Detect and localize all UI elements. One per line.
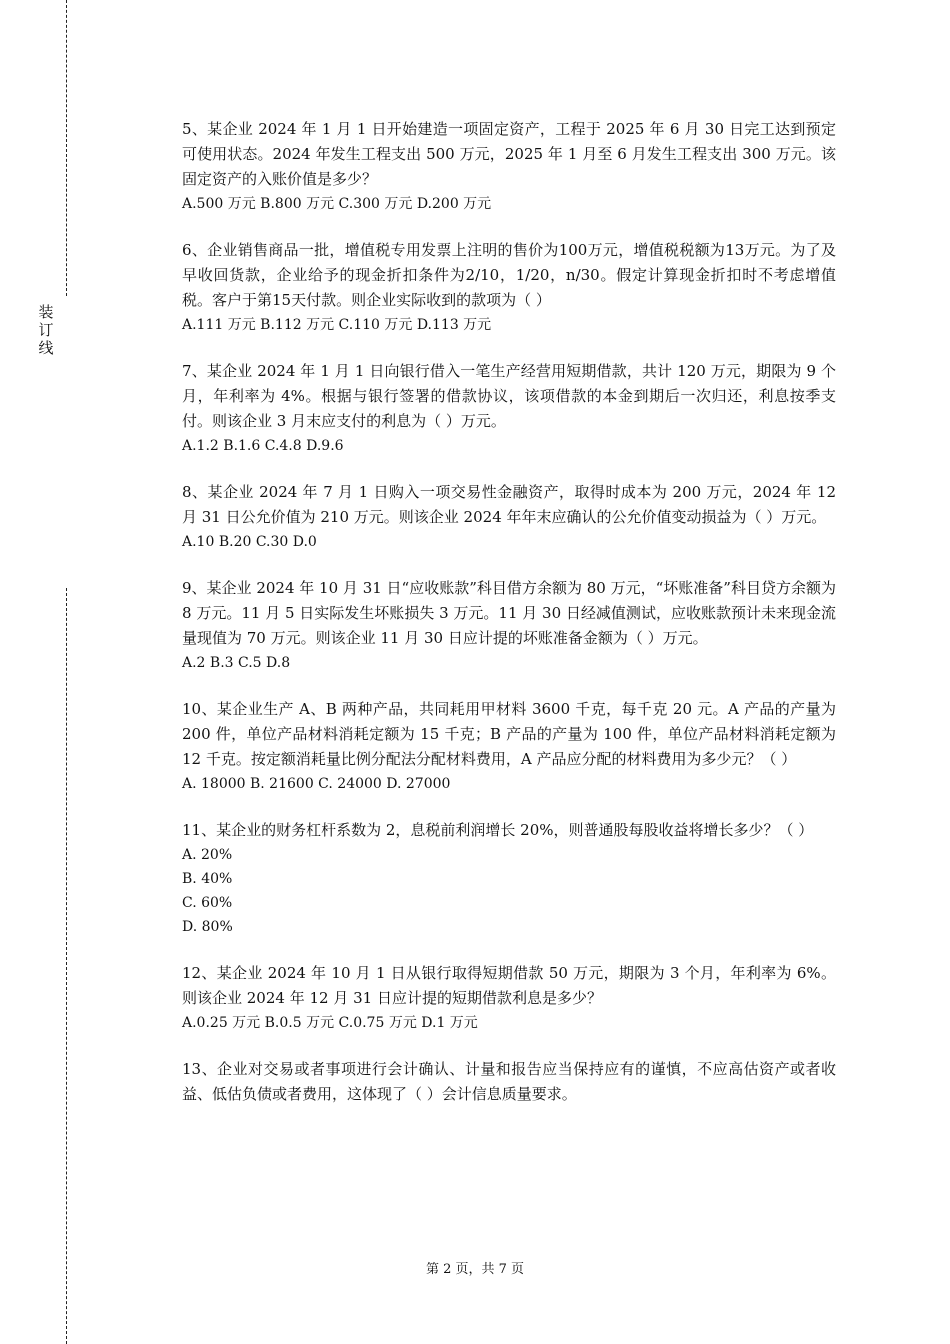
question-stem: 7、某企业 2024 年 1 月 1 日向银行借入一笔生产经营用短期借款，共计 120 万元，期限为 9 个月，年利率为 4%。根据与银行签署的借款协议，该项借款的本金到期后一次归还，利息按季支付。则该企业 3 月末应支付的利息为（ ）万元。 — [182, 362, 836, 430]
page-footer: 第 2 页，共 7 页 — [425, 1262, 525, 1277]
question-stem: 5、某企业 2024 年 1 月 1 日开始建造一项固定资产，工程于 2025 年 6 月 30 日完工达到预定可使用状态。2024 年发生工程支出 500 万元，2025 年 1 月至 6 月发生工程支出 300 万元。该固定资产的入账价值是多少？ — [182, 120, 836, 188]
question-options: A.10 B.20 C.30 D.0 — [182, 534, 317, 550]
question-12 — [182, 961, 836, 1035]
question-options — [182, 843, 836, 939]
question-5 — [182, 117, 836, 216]
option-a: A. 20% — [182, 847, 233, 863]
question-stem: 9、某企业 2024 年 10 月 31 日“应收账款”科目借方余额为 80 万元，“坏账准备”科目贷方余额为 8 万元。11 月 5 日实际发生坏账损失 3 万元。11 月 30 日经减值测试，应收账款预计未来现金流量现值为 70 万元。则该企业 11 月 30 日应计提的坏账准备金额为（ ）万元。 — [182, 579, 836, 647]
question-options: A.2 B.3 C.5 D.8 — [182, 655, 291, 671]
binding-char: 装 — [38, 303, 54, 321]
question-11 — [182, 818, 836, 939]
question-options: A. 18000 B. 21600 C. 24000 D. 27000 — [182, 776, 451, 792]
option-d: D. 80% — [182, 919, 233, 935]
question-stem: 10、某企业生产 A、B 两种产品，共同耗用甲材料 3600 千克，每千克 20 元。A 产品的产量为 200 件，单位产品材料消耗定额为 15 千克；B 产品的产量为 100 件，单位产品材料消耗定额为 12 千克。按定额消耗量比例分配法分配材料费用，A 产品应分配的材料费用为多少元？（ ） — [182, 700, 836, 768]
question-stem: 8、某企业 2024 年 7 月 1 日购入一项交易性金融资产，取得时成本为 200 万元，2024 年 12 月 31 日公允价值为 210 万元。则该企业 2024 年年末应确认的公允价值变动损益为（ ）万元。 — [182, 483, 836, 526]
binding-char: 订 — [38, 321, 54, 339]
question-stem: 13、企业对交易或者事项进行会计确认、计量和报告应当保持应有的谨慎，不应高估资产或者收益、低估负债或者费用，这体现了（ ）会计信息质量要求。 — [182, 1060, 836, 1103]
question-stem: 12、某企业 2024 年 10 月 1 日从银行取得短期借款 50 万元，期限为 3 个月，年利率为 6%。则该企业 2024 年 12 月 31 日应计提的短期借款利息是多少？ — [182, 964, 836, 1007]
question-stem: 6、企业销售商品一批，增值税专用发票上注明的售价为100万元，增值税税额为13万元。为了及早收回货款，企业给予的现金折扣条件为2/10，1/20，n/30。假定计算现金折扣时不考虑增值税。客户于第15天付款。则企业实际收到的款项为（ ） — [182, 241, 836, 309]
question-7 — [182, 359, 836, 458]
binding-label — [36, 303, 56, 357]
option-c: C. 60% — [182, 895, 233, 911]
question-list — [182, 117, 836, 1129]
binding-line-top — [66, 0, 67, 296]
question-stem: 11、某企业的财务杠杆系数为 2，息税前利润增长 20%，则普通股每股收益将增长多少？（ ） — [182, 821, 814, 839]
option-b: B. 40% — [182, 871, 233, 887]
question-9 — [182, 576, 836, 675]
question-options: A.0.25 万元 B.0.5 万元 C.0.75 万元 D.1 万元 — [182, 1015, 478, 1031]
question-options: A.1.2 B.1.6 C.4.8 D.9.6 — [182, 438, 344, 454]
question-13 — [182, 1057, 836, 1107]
question-options: A.500 万元 B.800 万元 C.300 万元 D.200 万元 — [182, 196, 492, 212]
binding-line-bottom — [66, 588, 67, 1344]
question-options: A.111 万元 B.112 万元 C.110 万元 D.113 万元 — [182, 317, 492, 333]
question-8 — [182, 480, 836, 554]
binding-char: 线 — [38, 339, 54, 357]
question-6 — [182, 238, 836, 337]
question-10 — [182, 697, 836, 796]
